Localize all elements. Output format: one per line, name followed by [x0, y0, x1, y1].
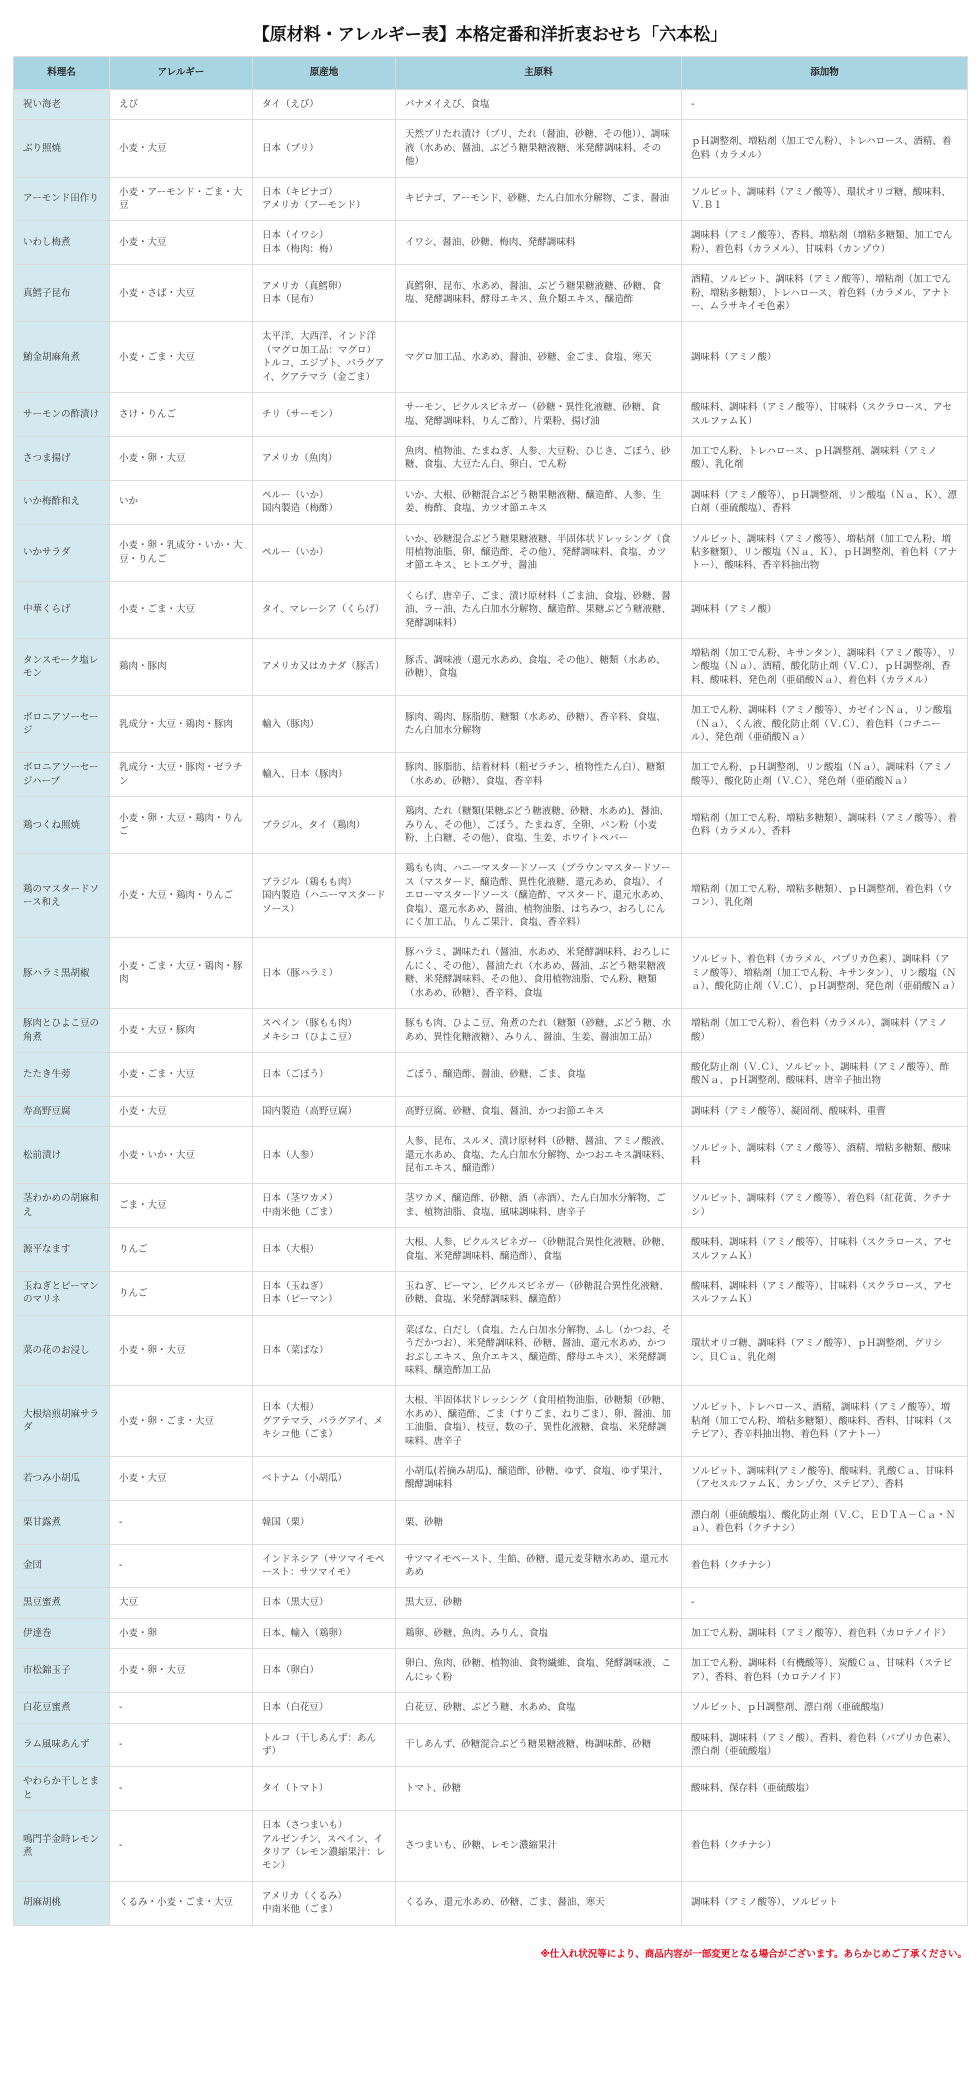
additives-cell: 調味料（アミノ酸等）、ｐＨ調整剤、リン酸塩（Ｎａ、Ｋ）、漂白剤（亜硫酸塩）、香料 [682, 480, 968, 524]
additives-cell: ソルビット、調味料（アミノ酸等）、環状オリゴ糖、酸味料、Ｖ.Ｂ１ [682, 177, 968, 221]
additives-cell: 環状オリゴ糖、調味料（アミノ酸等）、ｐＨ調整剤、グリシン、貝Ｃａ、乳化剤 [682, 1315, 968, 1386]
dish-name-cell: いかサラダ [14, 524, 110, 581]
main-ingredients-cell: ごぼう、醸造酢、醤油、砂糖、ごま、食塩 [396, 1052, 682, 1096]
dish-name-cell: さつま揚げ [14, 436, 110, 480]
additives-cell: ソルビット、調味料(アミノ酸等)、酸味料、乳酸Ｃａ、甘味料（アセスルファムＫ、カンゾウ、ステビア）、香料 [682, 1457, 968, 1501]
origin-cell: ブラジル（鶏もも肉） 国内製造（ハニーマスタードソース） [253, 854, 396, 938]
allergens-cell: 小麦・卵・乳成分・いか・大豆・りんご [110, 524, 253, 581]
allergens-cell: 鶏肉・豚肉 [110, 638, 253, 695]
additives-cell: 加工でん粉、調味料（有機酸等）、炭酸Ｃａ、甘味料（ステビア）、香料、着色料（カロテノイド） [682, 1649, 968, 1693]
dish-name-cell: ぶり照焼 [14, 120, 110, 177]
origin-cell: 日本（黒大豆） [253, 1588, 396, 1618]
table-row [14, 638, 968, 695]
allergens-cell: 小麦・卵・大豆 [110, 1315, 253, 1386]
table-row [14, 581, 968, 638]
additives-cell: 増粘剤（加工でん粉）、着色料（カラメル）、調味料（アミノ酸） [682, 1009, 968, 1053]
dish-name-cell: 栗甘露煮 [14, 1500, 110, 1544]
allergens-cell: 小麦・卵・大豆 [110, 436, 253, 480]
main-ingredients-cell: 豚肉、鶏肉、豚脂肪、糖類（水あめ、砂糖）、香辛料、食塩、たん白加水分解物 [396, 696, 682, 753]
main-ingredients-cell: 豚もも肉、ひよこ豆、角煮のたれ（糖類（砂糖、ぶどう糖、水あめ、異性化糖液糖）、みりん、醤油、生姜、醤油加工品） [396, 1009, 682, 1053]
dish-name-cell: 伊達巻 [14, 1618, 110, 1648]
dish-name-cell: 大根焙煎胡麻サラダ [14, 1386, 110, 1457]
table-row [14, 221, 968, 265]
dish-name-cell: 源平なます [14, 1228, 110, 1272]
origin-cell: ベトナム（小胡瓜） [253, 1457, 396, 1501]
main-ingredients-cell: 鶏もも肉、ハニーマスタードソース（ブラウンマスタードソース（マスタード、醸造酢、異性化液糖、還元あめ、食塩）、イエローマスタードソース（醸造酢、マスタード、還元水あめ、食塩）、還元水あめ、醤油、植物油脂、はちみつ、おろしにんにく加工品、りんご果汁、食塩、香辛料） [396, 854, 682, 938]
dish-name-cell: ボロニアソーセージハーブ [14, 753, 110, 797]
table-row [14, 1693, 968, 1723]
allergens-cell: ごま・大豆 [110, 1184, 253, 1228]
dish-name-cell: やわらか干しとまと [14, 1767, 110, 1811]
main-ingredients-cell: サーモン、ピクルスビネガー（砂糖・異性化液糖、砂糖、食塩、発酵調味料、りんご酢）、片栗粉、揚げ油 [396, 393, 682, 437]
main-ingredients-cell: 鶏肉、たれ（糖類(果糖ぶどう糖液糖、砂糖、水あめ)、醤油、みりん、その他）、ごぼう、たまねぎ、全卵、パン粉（小麦粉、上白糖、その他）、食塩、生姜、ホワイトペパー [396, 797, 682, 854]
table-row [14, 753, 968, 797]
main-ingredients-cell: トマト、砂糖 [396, 1767, 682, 1811]
allergens-cell: 小麦・ごま・大豆・鶏肉・豚肉 [110, 938, 253, 1009]
main-ingredients-cell: 菜ばな、白だし（食塩、たん白加水分解物、ふし（かつお、そうだかつお）、米発酵調味料、砂糖、醤油、還元水あめ、かつおぶしエキス、魚介エキス、醸造酢、酵母エキス）、米発酵調味料、醸造酢加工品 [396, 1315, 682, 1386]
origin-cell: 日本（さつまいも） アルゼンチン、スペイン、イタリア（レモン濃縮果汁：レモン） [253, 1811, 396, 1882]
additives-cell: 加工でん粉、調味料（アミノ酸等）、着色料（カロテノイド） [682, 1618, 968, 1648]
origin-cell: 日本（白花豆） [253, 1693, 396, 1723]
main-ingredients-cell: いか、大根、砂糖混合ぶどう糖果糖液糖、醸造酢、人参、生姜、梅酢、食塩、カツオ節エキス [396, 480, 682, 524]
table-row [14, 322, 968, 393]
main-ingredients-cell: サツマイモペースト、生餡、砂糖、還元麦芽糖水あめ、還元水あめ [396, 1544, 682, 1588]
dish-name-cell: サーモンの酢漬け [14, 393, 110, 437]
header-row [14, 57, 968, 90]
main-ingredients-cell: 卵白、魚肉、砂糖、植物油、食物繊維、食塩、発酵調味液、こんにゃく粉 [396, 1649, 682, 1693]
header-dish-name: 料理名 [14, 57, 110, 90]
origin-cell: タイ（えび） [253, 90, 396, 120]
dish-name-cell: 鶏のマスタードソース和え [14, 854, 110, 938]
origin-cell: 韓国（栗） [253, 1500, 396, 1544]
allergens-cell: 小麦・ごま・大豆 [110, 581, 253, 638]
table-row [14, 1009, 968, 1053]
table-row [14, 854, 968, 938]
table-row [14, 1649, 968, 1693]
table-row [14, 436, 968, 480]
dish-name-cell: アーモンド田作り [14, 177, 110, 221]
table-row [14, 1457, 968, 1501]
origin-cell: チリ（サーモン） [253, 393, 396, 437]
main-ingredients-cell: 黒大豆、砂糖 [396, 1588, 682, 1618]
additives-cell: ソルビット、ｐＨ調整剤、漂白剤（亜硫酸塩） [682, 1693, 968, 1723]
dish-name-cell: 菜の花のお浸し [14, 1315, 110, 1386]
table-row [14, 938, 968, 1009]
allergens-cell: 大豆 [110, 1588, 253, 1618]
origin-cell: 日本（大根） [253, 1228, 396, 1272]
allergens-cell: 小麦・卵 [110, 1618, 253, 1648]
additives-cell: ｐＨ調整剤、増粘剤（加工でん粉）、トレハロース、酒精、着色料（カラメル） [682, 120, 968, 177]
additives-cell: 調味料（アミノ酸等）、ソルビット [682, 1881, 968, 1925]
origin-cell: 日本（菜ばな） [253, 1315, 396, 1386]
main-ingredients-cell: 豚舌、調味液（還元水あめ、食塩、その他）、糖類（水あめ、砂糖）、食塩 [396, 638, 682, 695]
table-body [14, 90, 968, 1926]
main-ingredients-cell: 茎ワカメ、醸造酢、砂糖、酒（赤酒）、たん白加水分解物、ごま、植物油脂、食塩、風味調味料、唐辛子 [396, 1184, 682, 1228]
main-ingredients-cell: 白花豆、砂糖、ぶどう糖、水あめ、食塩 [396, 1693, 682, 1723]
origin-cell: 輸入、日本（豚肉） [253, 753, 396, 797]
table-row [14, 797, 968, 854]
additives-cell: 着色料（クチナシ） [682, 1811, 968, 1882]
additives-cell: 調味料（アミノ酸） [682, 322, 968, 393]
origin-cell: 日本（イワシ） 日本（梅肉：梅） [253, 221, 396, 265]
allergens-cell: 乳成分・大豆・豚肉・ゼラチン [110, 753, 253, 797]
additives-cell: 調味料（アミノ酸等）、凝固剤、酸味料、重曹 [682, 1096, 968, 1126]
table-row [14, 1271, 968, 1315]
main-ingredients-cell: 大根、半固体状ドレッシング（食用植物油脂、砂糖類（砂糖、水あめ）、醸造酢、ごま（すりごま、ねりごま）、卵、醤油、加工油脂、食塩）、枝豆、数の子、異性化液糖、食塩、米発酵調味料、唐辛子 [396, 1386, 682, 1457]
allergens-cell: りんご [110, 1228, 253, 1272]
main-ingredients-cell: 真鱈卵、昆布、水あめ、醤油、ぶどう糖果糖液糖、砂糖、食塩、発酵調味料、酵母エキス、魚介類エキス、醸造酢 [396, 265, 682, 322]
table-row [14, 1096, 968, 1126]
allergens-cell: - [110, 1723, 253, 1767]
dish-name-cell: 中華くらげ [14, 581, 110, 638]
allergens-cell: 小麦・卵・大豆 [110, 1649, 253, 1693]
dish-name-cell: 胡麻胡桃 [14, 1881, 110, 1925]
table-row [14, 120, 968, 177]
additives-cell: - [682, 90, 968, 120]
page-title: 【原材料・アレルギー表】本格定番和洋折衷おせち「六本松」 [252, 25, 728, 45]
dish-name-cell: 市松錦玉子 [14, 1649, 110, 1693]
dish-name-cell: 白花豆蜜煮 [14, 1693, 110, 1723]
main-ingredients-cell: くらげ、唐辛子、ごま、漬け原材料（ごま油、食塩、砂糖、醤油、ラー油、たん白加水分解物、醸造酢、果糖ぶどう糖液糖、発酵調味料） [396, 581, 682, 638]
origin-cell: タイ、マレーシア（くらげ） [253, 581, 396, 638]
origin-cell: 日本（大根） グアテマラ、パラグアイ、メキシコ他（ごま） [253, 1386, 396, 1457]
origin-cell: 日本（茎ワカメ） 中南米他（ごま） [253, 1184, 396, 1228]
additives-cell: 酸味料、保存料（亜硫酸塩） [682, 1767, 968, 1811]
dish-name-cell: 若つみ小胡瓜 [14, 1457, 110, 1501]
origin-cell: 日本（玉ねぎ） 日本（ピーマン） [253, 1271, 396, 1315]
additives-cell: ソルビット、調味料（アミノ酸等）、着色料（紅花黄、クチナシ） [682, 1184, 968, 1228]
dish-name-cell: いわし梅煮 [14, 221, 110, 265]
header-origin: 原産地 [253, 57, 396, 90]
allergens-cell: 小麦・ごま・大豆 [110, 1052, 253, 1096]
allergens-cell: 小麦・大豆・鶏肉・りんご [110, 854, 253, 938]
origin-cell: アメリカ又はカナダ（豚舌） [253, 638, 396, 695]
table-row [14, 1386, 968, 1457]
additives-cell: ソルビット、トレハロース、酒精、調味料（アミノ酸等）、増粘剤（加工でん粉、増粘多糖類）、酸味料、香料、甘味料（ステビア）、香辛料抽出物、着色料（アナトー） [682, 1386, 968, 1457]
additives-cell: 酸化防止剤（Ｖ.Ｃ）、ソルビット、調味料（アミノ酸等）、酢酸Ｎａ、ｐＨ調整剤、酸味料、唐辛子抽出物 [682, 1052, 968, 1096]
origin-cell: 日本（キビナゴ） アメリカ（アーモンド） [253, 177, 396, 221]
allergens-cell: 小麦・アーモンド・ごま・大豆 [110, 177, 253, 221]
origin-cell: 日本（ごぼう） [253, 1052, 396, 1096]
allergens-cell: 小麦・さば・大豆 [110, 265, 253, 322]
dish-name-cell: 松前漬け [14, 1127, 110, 1184]
main-ingredients-cell: イワシ、醤油、砂糖、梅肉、発酵調味料 [396, 221, 682, 265]
dish-name-cell: 玉ねぎとピーマンのマリネ [14, 1271, 110, 1315]
allergens-cell: 小麦・ごま・大豆 [110, 322, 253, 393]
main-ingredients-cell: 小胡瓜(若摘み胡瓜)、醸造酢、砂糖、ゆず、食塩、ゆず果汁、醗酵調味料 [396, 1457, 682, 1501]
dish-name-cell: タンスモーク塩レモン [14, 638, 110, 695]
allergens-cell: - [110, 1811, 253, 1882]
table-row [14, 1052, 968, 1096]
dish-name-cell: いか梅酢和え [14, 480, 110, 524]
origin-cell: インドネシア（サツマイモペースト：サツマイモ） [253, 1544, 396, 1588]
main-ingredients-cell: さつまいも、砂糖、レモン濃縮果汁 [396, 1811, 682, 1882]
allergens-cell: - [110, 1500, 253, 1544]
main-ingredients-cell: キビナゴ、アーモンド、砂糖、たん白加水分解物、ごま、醤油 [396, 177, 682, 221]
allergens-cell: - [110, 1693, 253, 1723]
additives-cell: 加工でん粉、トレハロース、ｐＨ調整剤、調味料（アミノ酸）、乳化剤 [682, 436, 968, 480]
main-ingredients-cell: 大根、人参、ピクルスビネガー（砂糖混合異性化液糖、砂糖、食塩、米発酵調味料、醸造酢）、食塩 [396, 1228, 682, 1272]
additives-cell: 漂白剤（亜硫酸塩）、酸化防止剤（Ｖ.Ｃ、ＥＤＴＡ－Ｃａ・Ｎａ）、着色料（クチナシ） [682, 1500, 968, 1544]
table-row [14, 1881, 968, 1925]
dish-name-cell: ボロニアソーセージ [14, 696, 110, 753]
allergens-cell: 小麦・大豆 [110, 120, 253, 177]
main-ingredients-cell: いか、砂糖混合ぶどう糖果糖液糖、半固体状ドレッシング（食用植物油脂、卵、醸造酢、その他）、発酵調味料、食塩、カツオ節エキス、ヒトエグサ、醤油 [396, 524, 682, 581]
dish-name-cell: 茎わかめの胡麻和え [14, 1184, 110, 1228]
main-ingredients-cell: 栗、砂糖 [396, 1500, 682, 1544]
table-row [14, 1544, 968, 1588]
table-row [14, 1767, 968, 1811]
dish-name-cell: 豚ハラミ黒胡椒 [14, 938, 110, 1009]
origin-cell: アメリカ（魚肉） [253, 436, 396, 480]
allergens-cell: えび [110, 90, 253, 120]
additives-cell: - [682, 1588, 968, 1618]
main-ingredients-cell: バナメイえび、食塩 [396, 90, 682, 120]
table-row [14, 696, 968, 753]
dish-name-cell: 黒豆蜜煮 [14, 1588, 110, 1618]
dish-name-cell: 鶏つくね照焼 [14, 797, 110, 854]
table-row [14, 1588, 968, 1618]
main-ingredients-cell: 天然ブリたれ漬け（ブリ、たれ（醤油、砂糖、その他））、調味液（水あめ、醤油、ぶどう糖果糖液糖、米発酵調味料、その他） [396, 120, 682, 177]
table-row [14, 393, 968, 437]
additives-cell: ソルビット、調味料（アミノ酸等）、酒精、増粘多糖類、酸味料 [682, 1127, 968, 1184]
origin-cell: アメリカ（くるみ） 中南米他（ごま） [253, 1881, 396, 1925]
origin-cell: トルコ（干しあんず：あんず） [253, 1723, 396, 1767]
table-row [14, 1618, 968, 1648]
additives-cell: 増粘剤（加工でん粉、増粘多糖類）、ｐＨ調整剤、着色料（ウコン）、乳化剤 [682, 854, 968, 938]
main-ingredients-cell: 玉ねぎ、ピーマン、ピクルスビネガー（砂糖混合異性化液糖、砂糖、食塩、米発酵調味料、醸造酢） [396, 1271, 682, 1315]
main-ingredients-cell: 高野豆腐、砂糖、食塩、醤油、かつお節エキス [396, 1096, 682, 1126]
additives-cell: 加工でん粉、調味料（アミノ酸等）、カゼインＮａ、リン酸塩（Ｎａ）、くん液、酸化防止剤（Ｖ.Ｃ）、着色料（コチニール）、発色剤（亜硝酸Ｎａ） [682, 696, 968, 753]
allergens-cell: 小麦・大豆 [110, 1096, 253, 1126]
dish-name-cell: 真鱈子昆布 [14, 265, 110, 322]
allergens-cell: さけ・りんご [110, 393, 253, 437]
additives-cell: 酸味料、調味料（アミノ酸等）、甘味料（スクラロース、アセスルファムＫ） [682, 393, 968, 437]
header-allergens: アレルギー [110, 57, 253, 90]
table-row [14, 1228, 968, 1272]
origin-cell: 太平洋、大西洋、インド洋（マグロ加工品：マグロ） トルコ、エジプト、パラグアイ、グアテマラ（金ごま） [253, 322, 396, 393]
table-row [14, 480, 968, 524]
origin-cell: ブラジル、タイ（鶏肉） [253, 797, 396, 854]
origin-cell: 日本（ブリ） [253, 120, 396, 177]
allergens-cell: - [110, 1544, 253, 1588]
table-row [14, 1723, 968, 1767]
additives-cell: 着色料（クチナシ） [682, 1544, 968, 1588]
main-ingredients-cell: マグロ加工品、水あめ、醤油、砂糖、金ごま、食塩、寒天 [396, 322, 682, 393]
additives-cell: 酸味料、調味料（アミノ酸）、香料、着色料（パプリカ色素）、漂白剤（亜硫酸塩） [682, 1723, 968, 1767]
allergens-cell: 小麦・大豆 [110, 221, 253, 265]
additives-cell: 加工でん粉、ｐＨ調整剤、リン酸塩（Ｎａ）、調味料（アミノ酸等）、酸化防止剤（Ｖ.Ｃ）、発色剤（亜硝酸Ｎａ） [682, 753, 968, 797]
table-row [14, 524, 968, 581]
allergens-cell: 小麦・大豆 [110, 1457, 253, 1501]
allergens-cell: りんご [110, 1271, 253, 1315]
header-main-ingredients: 主原料 [396, 57, 682, 90]
main-ingredients-cell: 豚肉、豚脂肪、結着材料（粗ゼラチン、植物性たん白）、糖類（水あめ、砂糖）、食塩、香辛料 [396, 753, 682, 797]
origin-cell: 日本（豚ハラミ） [253, 938, 396, 1009]
allergens-cell: 小麦・大豆・豚肉 [110, 1009, 253, 1053]
additives-cell: 調味料（アミノ酸等）、香料、増粘剤（増粘多糖類、加工でん粉）、着色料（カラメル）、甘味料（カンゾウ） [682, 221, 968, 265]
dish-name-cell: ラム風味あんず [14, 1723, 110, 1767]
main-ingredients-cell: くるみ、還元水あめ、砂糖、ごま、醤油、寒天 [396, 1881, 682, 1925]
dish-name-cell: 金団 [14, 1544, 110, 1588]
origin-cell: 日本、輸入（鶏卵） [253, 1618, 396, 1648]
additives-cell: 酒精、ソルビット、調味料（アミノ酸等）、増粘剤（加工でん粉、増粘多糖類）、トレハロース、着色料（カラメル、アナトー、ムラサキイモ色素） [682, 265, 968, 322]
allergy-table [13, 56, 968, 1926]
main-ingredients-cell: 鶏卵、砂糖、魚肉、みりん、食塩 [396, 1618, 682, 1648]
dish-name-cell: 豚肉とひよこ豆の角煮 [14, 1009, 110, 1053]
origin-cell: ペルー（いか） 国内製造（梅酢） [253, 480, 396, 524]
dish-name-cell: 祝い海老 [14, 90, 110, 120]
origin-cell: 輸入（豚肉） [253, 696, 396, 753]
origin-cell: 国内製造（高野豆腐） [253, 1096, 396, 1126]
additives-cell: 酸味料、調味料（アミノ酸等）、甘味料（スクラロース、アセスルファムＫ） [682, 1271, 968, 1315]
origin-cell: スペイン（豚もも肉） メキシコ（ひよこ豆） [253, 1009, 396, 1053]
origin-cell: アメリカ（真鱈卵） 日本（昆布） [253, 265, 396, 322]
additives-cell: 増粘剤（加工でん粉、増粘多糖類）、調味料（アミノ酸等）、着色料（カラメル）、香料 [682, 797, 968, 854]
additives-cell: ソルビット、調味料（アミノ酸等）、増粘剤（加工でん粉、増粘多糖類）、リン酸塩（Ｎａ、Ｋ）、ｐＨ調整剤、着色料（アナトー）、酸味料、香辛料抽出物 [682, 524, 968, 581]
table-row [14, 1811, 968, 1882]
table-row [14, 90, 968, 120]
dish-name-cell: たたき牛蒡 [14, 1052, 110, 1096]
main-ingredients-cell: 豚ハラミ、調味たれ（醤油、水あめ、米発酵調味料、おろしにんにく、その他）、醤油たれ（水あめ、醤油、ぶどう糖果糖液糖、米発酵調味料、その他）、食用植物油脂、でん粉、糖類（水あめ、砂糖）、香辛料、食塩 [396, 938, 682, 1009]
origin-cell: 日本（人参） [253, 1127, 396, 1184]
dish-name-cell: 鳴門芋金時レモン煮 [14, 1811, 110, 1882]
allergens-cell: いか [110, 480, 253, 524]
allergens-cell: くるみ・小麦・ごま・大豆 [110, 1881, 253, 1925]
table-row [14, 1127, 968, 1184]
table-row [14, 1500, 968, 1544]
additives-cell: 調味料（アミノ酸） [682, 581, 968, 638]
table-row [14, 1315, 968, 1386]
additives-cell: 増粘剤（加工でん粉、キサンタン）、調味料（アミノ酸等）、リン酸塩（Ｎａ）、酒精、酸化防止剤（Ｖ.Ｃ）、ｐＨ調整剤、香料、酸味料、発色剤（亜硝酸Ｎａ）、着色料（カラメル） [682, 638, 968, 695]
table-row [14, 177, 968, 221]
allergens-cell: 乳成分・大豆・鶏肉・豚肉 [110, 696, 253, 753]
origin-cell: 日本（卵白） [253, 1649, 396, 1693]
main-ingredients-cell: 干しあんず、砂糖混合ぶどう糖果糖液糖、梅調味酢、砂糖 [396, 1723, 682, 1767]
disclaimer-note: ※仕入れ状況等により、商品内容が一部変更となる場合がございます。あらかじめご了承ください。 [540, 1948, 967, 1960]
origin-cell: タイ（トマト） [253, 1767, 396, 1811]
additives-cell: ソルビット、着色料（カラメル、パプリカ色素）、調味料（アミノ酸等）、増粘剤（加工でん粉、キサンタン）、リン酸塩（Ｎａ）、酸化防止剤（Ｖ.Ｃ）、ｐＨ調整剤、発色剤（亜硝酸Ｎａ） [682, 938, 968, 1009]
header-additives: 添加物 [682, 57, 968, 90]
dish-name-cell: 寿高野豆腐 [14, 1096, 110, 1126]
main-ingredients-cell: 魚肉、植物油、たまねぎ、人参、大豆粉、ひじき、ごぼう、砂糖、食塩、大豆たん白、卵白、でん粉 [396, 436, 682, 480]
main-ingredients-cell: 人参、昆布、スルメ、漬け原材料（砂糖、醤油、アミノ酸液、還元水あめ、食塩、たん白加水分解物、かつおエキス調味料、昆布エキス、醸造酢） [396, 1127, 682, 1184]
allergens-cell: 小麦・卵・大豆・鶏肉・りんご [110, 797, 253, 854]
dish-name-cell: 鮪金胡麻角煮 [14, 322, 110, 393]
additives-cell: 酸味料、調味料（アミノ酸等）、甘味料（スクラロース、アセスルファムＫ） [682, 1228, 968, 1272]
table-row [14, 1184, 968, 1228]
allergens-cell: - [110, 1767, 253, 1811]
allergens-cell: 小麦・いか・大豆 [110, 1127, 253, 1184]
table-row [14, 265, 968, 322]
table-header [14, 57, 968, 90]
allergens-cell: 小麦・卵・ごま・大豆 [110, 1386, 253, 1457]
origin-cell: ペルー（いか） [253, 524, 396, 581]
